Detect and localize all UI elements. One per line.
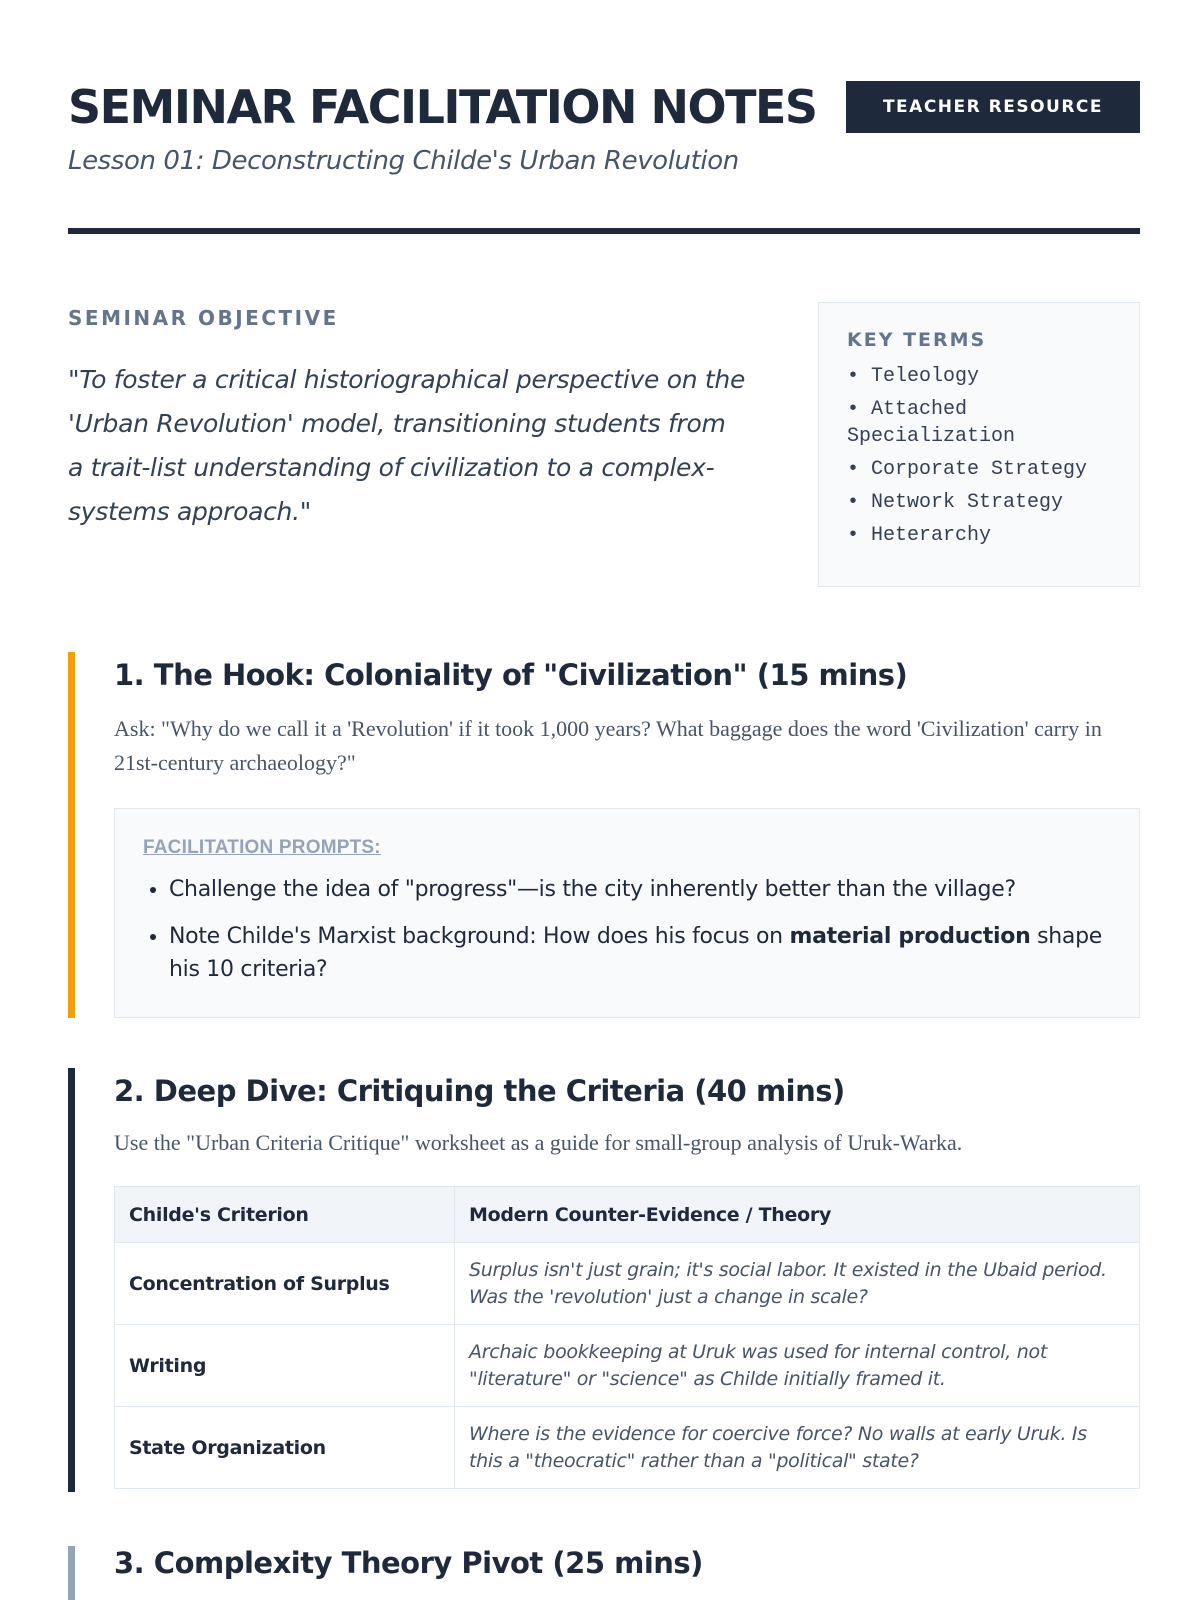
table-header-row [115, 1187, 1140, 1243]
section-deep-dive [68, 1068, 1140, 1492]
teacher-resource-badge: TEACHER RESOURCE [846, 81, 1140, 133]
key-term-item: • Teleology [847, 365, 980, 388]
prompts-list [143, 873, 1113, 986]
facilitation-prompts-label: FACILITATION PROMPTS: [143, 837, 381, 858]
facilitation-prompts-box [114, 808, 1140, 1018]
prompt-item [169, 873, 1113, 906]
table-row [115, 1407, 1140, 1489]
objective-label: SEMINAR OBJECTIVE [68, 306, 339, 330]
table-row [115, 1325, 1140, 1407]
section-accent-bar [68, 652, 75, 1018]
seminar-objective [68, 306, 748, 534]
section-title: 1. The Hook: Coloniality of "Civilization" (15 mins) [114, 658, 908, 692]
key-term-item: • Attached Specialization [847, 398, 1016, 448]
page-title: SEMINAR FACILITATION NOTES [68, 80, 817, 134]
section-accent-bar [68, 1546, 75, 1600]
key-term-item: • Corporate Strategy [847, 458, 1088, 481]
section-accent-bar [68, 1068, 75, 1492]
criterion-cell: Concentration of Surplus [115, 1243, 455, 1325]
criterion-cell: Writing [115, 1325, 455, 1407]
counter-evidence-cell: Where is the evidence for coercive force? No walls at early Uruk. Is this a "theocratic" rather than a "political" state? [455, 1407, 1140, 1489]
key-term-item: • Network Strategy [847, 491, 1064, 514]
prompt-text: shape his 10 criteria? [169, 924, 1103, 982]
header-divider [68, 228, 1140, 234]
prompt-emphasis: material production [789, 924, 1031, 949]
criteria-table [114, 1186, 1140, 1489]
counter-evidence-cell: Surplus isn't just grain; it's social labor. It existed in the Ubaid period. Was the 'revolution' just a change in scale? [455, 1243, 1140, 1325]
section-hook [68, 652, 1140, 1018]
section-complexity-theory [68, 1546, 1140, 1600]
section-text: Ask: "Why do we call it a 'Revolution' if it took 1,000 years? What baggage does the word 'Civilization' carry in 21st-century archaeology?" [114, 716, 1102, 775]
prompt-text: Note Childe's Marxist background: How does his focus on [169, 924, 790, 949]
column-header: Childe's Criterion [115, 1187, 455, 1243]
section-text: Use the "Urban Criteria Critique" worksheet as a guide for small-group analysis of Uruk-Warka. [114, 1130, 963, 1155]
criterion-cell: State Organization [115, 1407, 455, 1489]
section-title: 3. Complexity Theory Pivot (25 mins) [114, 1546, 703, 1580]
key-terms-box [818, 302, 1140, 587]
prompt-item [169, 920, 1113, 986]
column-header: Modern Counter-Evidence / Theory [455, 1187, 1140, 1243]
section-title: 2. Deep Dive: Critiquing the Criteria (40 mins) [114, 1074, 845, 1108]
key-term-item: • Heterarchy [847, 524, 992, 547]
key-terms-list [847, 363, 1139, 549]
table-row [115, 1243, 1140, 1325]
key-terms-label: KEY TERMS [847, 329, 987, 351]
objective-quote: "To foster a critical historiographical perspective on the 'Urban Revolution' model, transitioning students from a trait-list understanding of civilization to a complex-systems approach." [68, 365, 746, 526]
prompt-text: Challenge the idea of "progress"—is the city inherently better than the village? [169, 877, 1016, 902]
counter-evidence-cell: Archaic bookkeeping at Uruk was used for internal control, not "literature" or "science" as Childe initially framed it. [455, 1325, 1140, 1407]
lesson-subtitle: Lesson 01: Deconstructing Childe's Urban Revolution [68, 146, 739, 176]
